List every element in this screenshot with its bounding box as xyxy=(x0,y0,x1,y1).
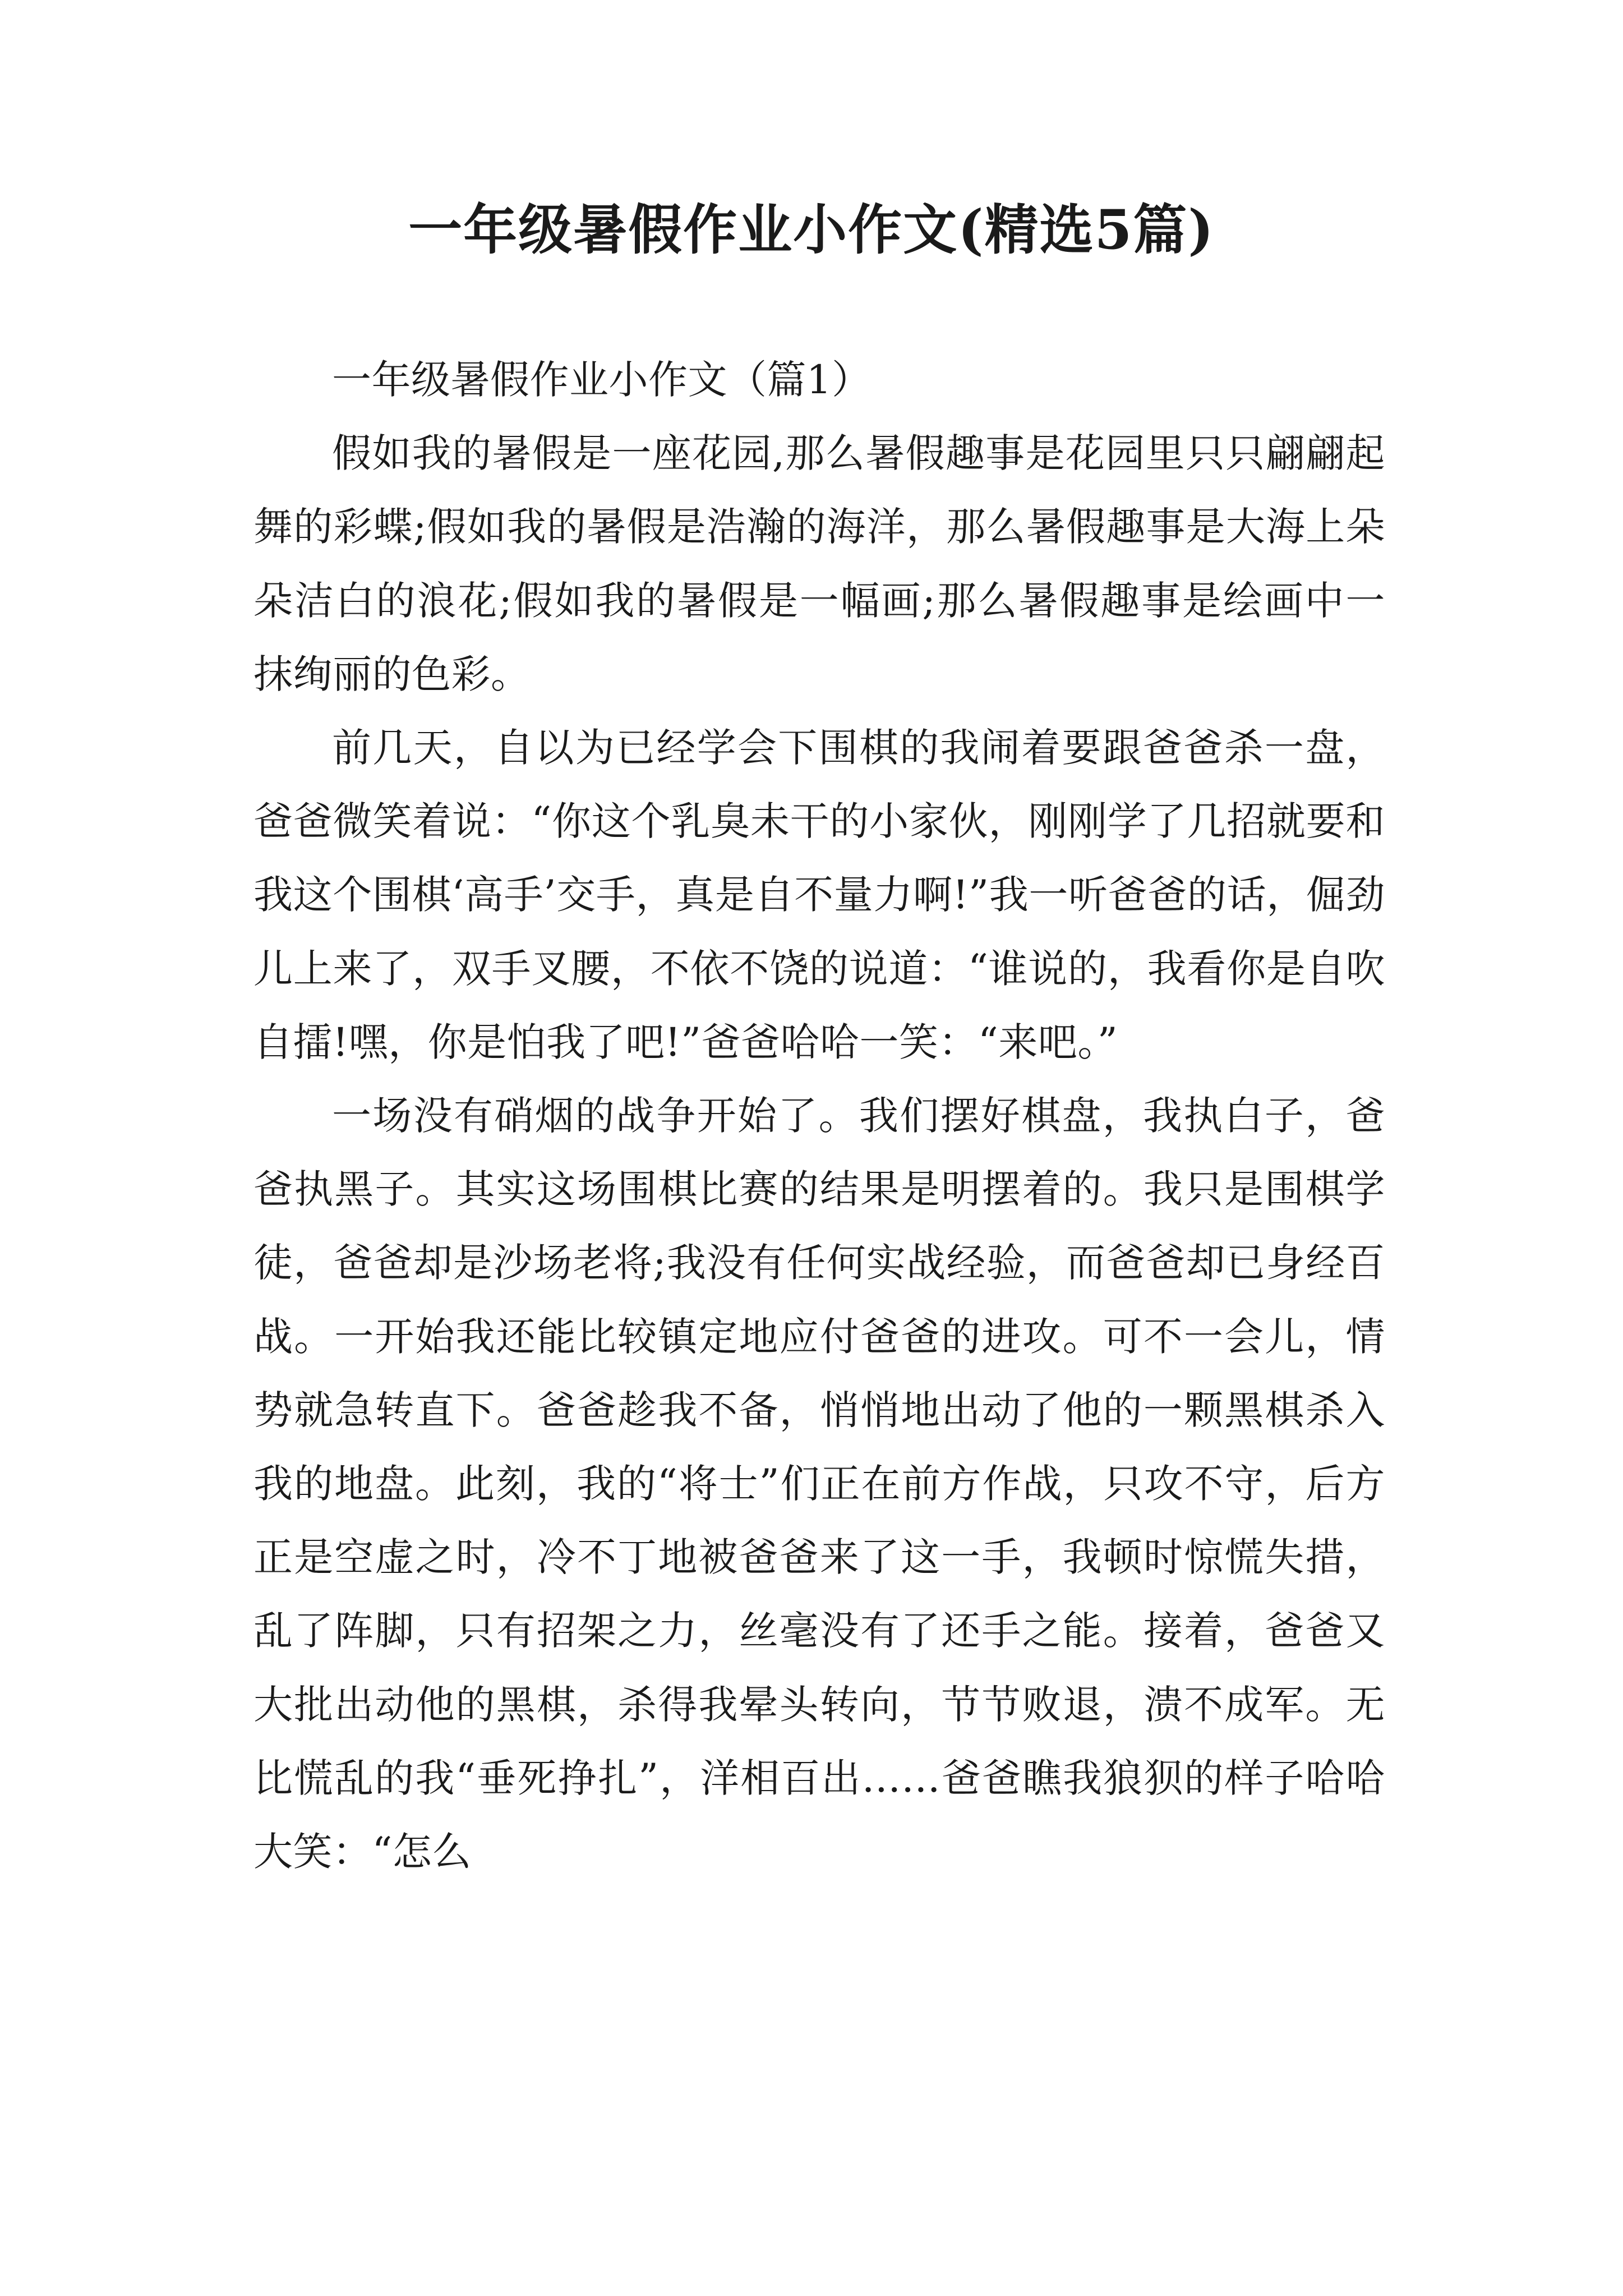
paragraph: 一场没有硝烟的战争开始了。我们摆好棋盘，我执白子，爸爸执黑子。其实这场围棋比赛的结果是明摆着的。我只是围棋学徒，爸爸却是沙场老将;我没有任何实战经验，而爸爸却已身经百战。一开始我还能比较镇定地应付爸爸的进攻。可不一会儿，情势就急转直下。爸爸趁我不备，悄悄地出动了他的一颗黑棋杀入我的地盘。此刻，我的“将士”们正在前方作战，只攻不守，后方正是空虚之时，冷不丁地被爸爸来了这一手，我顿时惊慌失措，乱了阵脚，只有招架之力，丝毫没有了还手之能。接着，爸爸又大批出动他的黑棋，杀得我晕头转向，节节败退，溃不成军。无比慌乱的我“垂死挣扎”，洋相百出……爸爸瞧我狼狈的样子哈哈大笑：“怎么 xyxy=(253,1093,1385,1875)
paragraph: 前几天，自以为已经学会下围棋的我闹着要跟爸爸杀一盘，爸爸微笑着说：“你这个乳臭未干的小家伙，刚刚学了几招就要和我这个围棋‘高手’交手，真是自不量力啊!”我一听爸爸的话，倔劲儿上来了，双手叉腰，不依不饶的说道：“谁说的，我看你是自吹自擂!嘿，你是怕我了吧!”爸爸哈哈一笑：“来吧。” xyxy=(253,725,1385,1065)
document-body xyxy=(253,343,1385,1889)
document-title: 一年级暑假作业小作文(精选5篇) xyxy=(408,198,1215,261)
paragraph: 假如我的暑假是一座花园,那么暑假趣事是花园里只只翩翩起舞的彩蝶;假如我的暑假是浩瀚的海洋，那么暑假趣事是大海上朵朵洁白的浪花;假如我的暑假是一幅画;那么暑假趣事是绘画中一抹绚丽的色彩。 xyxy=(253,430,1385,697)
section-heading: 一年级暑假作业小作文（篇1） xyxy=(332,357,872,403)
